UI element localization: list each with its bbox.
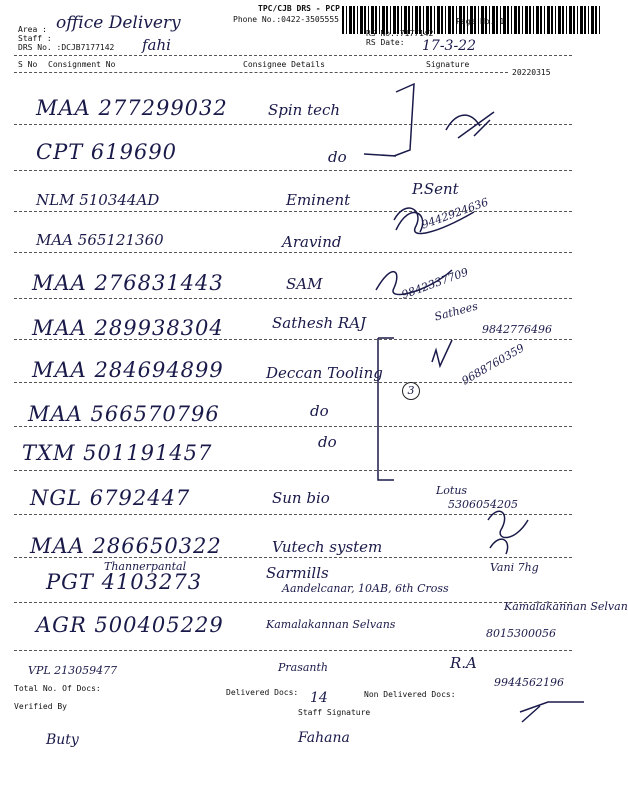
consignment-no: MAA 565121360 xyxy=(36,231,164,249)
consignee-name: do xyxy=(318,433,337,451)
drs-number: DRS No. :DCJB7177142 xyxy=(18,43,115,52)
consignee-name: Aravind xyxy=(282,233,342,251)
signature: Sathees xyxy=(433,299,480,324)
bracket-stroke xyxy=(378,338,394,480)
delivered-docs-value: 14 xyxy=(310,690,328,706)
col-consignment: Consignment No xyxy=(48,60,116,69)
rs-date-value: 17-3-22 xyxy=(422,38,476,54)
consignee-name: SAM xyxy=(286,275,323,293)
consignment-no: PGT 4103273 xyxy=(46,570,203,594)
ditto-line xyxy=(364,154,396,156)
group-marker: 3 xyxy=(402,382,420,400)
consignee-name: Kamalakannan Selvans xyxy=(266,618,396,631)
consignment-no: TXM 501191457 xyxy=(22,441,213,465)
phone-number: 9842776496 xyxy=(482,323,552,336)
pgt-note: Thannerpantal xyxy=(104,560,187,573)
consignment-no: CPT 619690 xyxy=(36,140,178,164)
doc-title: TPC/CJB DRS - PCP xyxy=(258,4,340,13)
staff-value: fahi xyxy=(142,36,171,54)
signature: Kamalakannan Selvan xyxy=(504,600,628,613)
signature: Vani 7hg xyxy=(490,561,539,574)
consignee-name: Deccan Tooling xyxy=(266,364,383,382)
non-delivered-label: Non Delivered Docs: xyxy=(364,690,456,699)
signature: Lotus xyxy=(436,484,468,497)
consignee-name: Eminent xyxy=(286,191,351,209)
total-docs-label: Total No. Of Docs: xyxy=(14,684,101,693)
signature-scribble xyxy=(446,112,494,138)
delivered-docs-label: Delivered Docs: xyxy=(226,688,299,697)
verified-by-signature: Buty xyxy=(46,732,79,748)
signature-scribble xyxy=(396,213,423,232)
consignee-name: Prasanth xyxy=(278,661,329,674)
phone-number: 9842337709 xyxy=(399,265,471,302)
phone-number: 9688760359 xyxy=(459,341,527,388)
area-value: office Delivery xyxy=(56,13,181,33)
signature-scribble xyxy=(394,208,474,234)
date-code: 20220315 xyxy=(512,68,551,77)
signature-scribble xyxy=(488,511,528,537)
signature-scribble xyxy=(432,340,452,366)
page-number: Page No.:1 xyxy=(456,17,505,26)
col-sno: S No xyxy=(18,60,38,69)
bracket-stroke xyxy=(394,84,414,156)
consignee-name: Sun bio xyxy=(272,489,330,507)
consignment-no: MAA 286650322 xyxy=(30,534,222,558)
consignee-name: do xyxy=(328,148,347,166)
phone-number: 5306054205 xyxy=(448,498,518,511)
consignee-name: Spin tech xyxy=(268,101,341,119)
signature: P.Sent xyxy=(412,180,459,198)
consignee-name: do xyxy=(310,402,329,420)
consignee-name: Vutech system xyxy=(272,538,383,556)
signature: R.A xyxy=(450,654,477,672)
verified-by-label: Verified By xyxy=(14,702,67,711)
consignee-name: Sarmills xyxy=(266,564,329,582)
col-signature: Signature xyxy=(426,60,470,69)
consignment-no: NGL 6792447 xyxy=(30,486,191,510)
consignment-no: MAA 289938304 xyxy=(32,316,224,340)
area-label: Area : xyxy=(18,25,47,34)
phone-number: Phone No.:0422-3505555 xyxy=(233,15,339,24)
phone-number: 8015300056 xyxy=(486,627,556,640)
signature-scribble xyxy=(490,539,508,554)
staff-signature: Fahana xyxy=(298,730,350,746)
consignee-address: Aandelcanar, 10AB, 6th Cross xyxy=(282,582,449,595)
rs-date-label: RS Date: xyxy=(366,38,405,47)
consignment-no: VPL 213059477 xyxy=(28,664,118,677)
col-consignee: Consignee Details xyxy=(243,60,325,69)
phone-number: 9442924636 xyxy=(419,195,491,232)
consignee-name: Sathesh RAJ xyxy=(272,314,367,332)
consignment-no: NLM 510344AD xyxy=(36,191,160,209)
rs-number: RS No.:7177142 xyxy=(366,29,434,38)
staff-label: Staff : xyxy=(18,34,52,43)
signature-scribble xyxy=(376,270,452,294)
consignment-no: MAA 284694899 xyxy=(32,358,224,382)
consignment-no: AGR 500405229 xyxy=(36,613,224,637)
staff-signature-label: Staff Signature xyxy=(298,708,371,717)
consignment-no: MAA 276831443 xyxy=(32,271,224,295)
signature-scribble xyxy=(520,702,584,722)
phone-number: 9944562196 xyxy=(494,676,564,689)
consignment-no: MAA 277299032 xyxy=(36,96,228,120)
consignment-no: MAA 566570796 xyxy=(28,402,220,426)
